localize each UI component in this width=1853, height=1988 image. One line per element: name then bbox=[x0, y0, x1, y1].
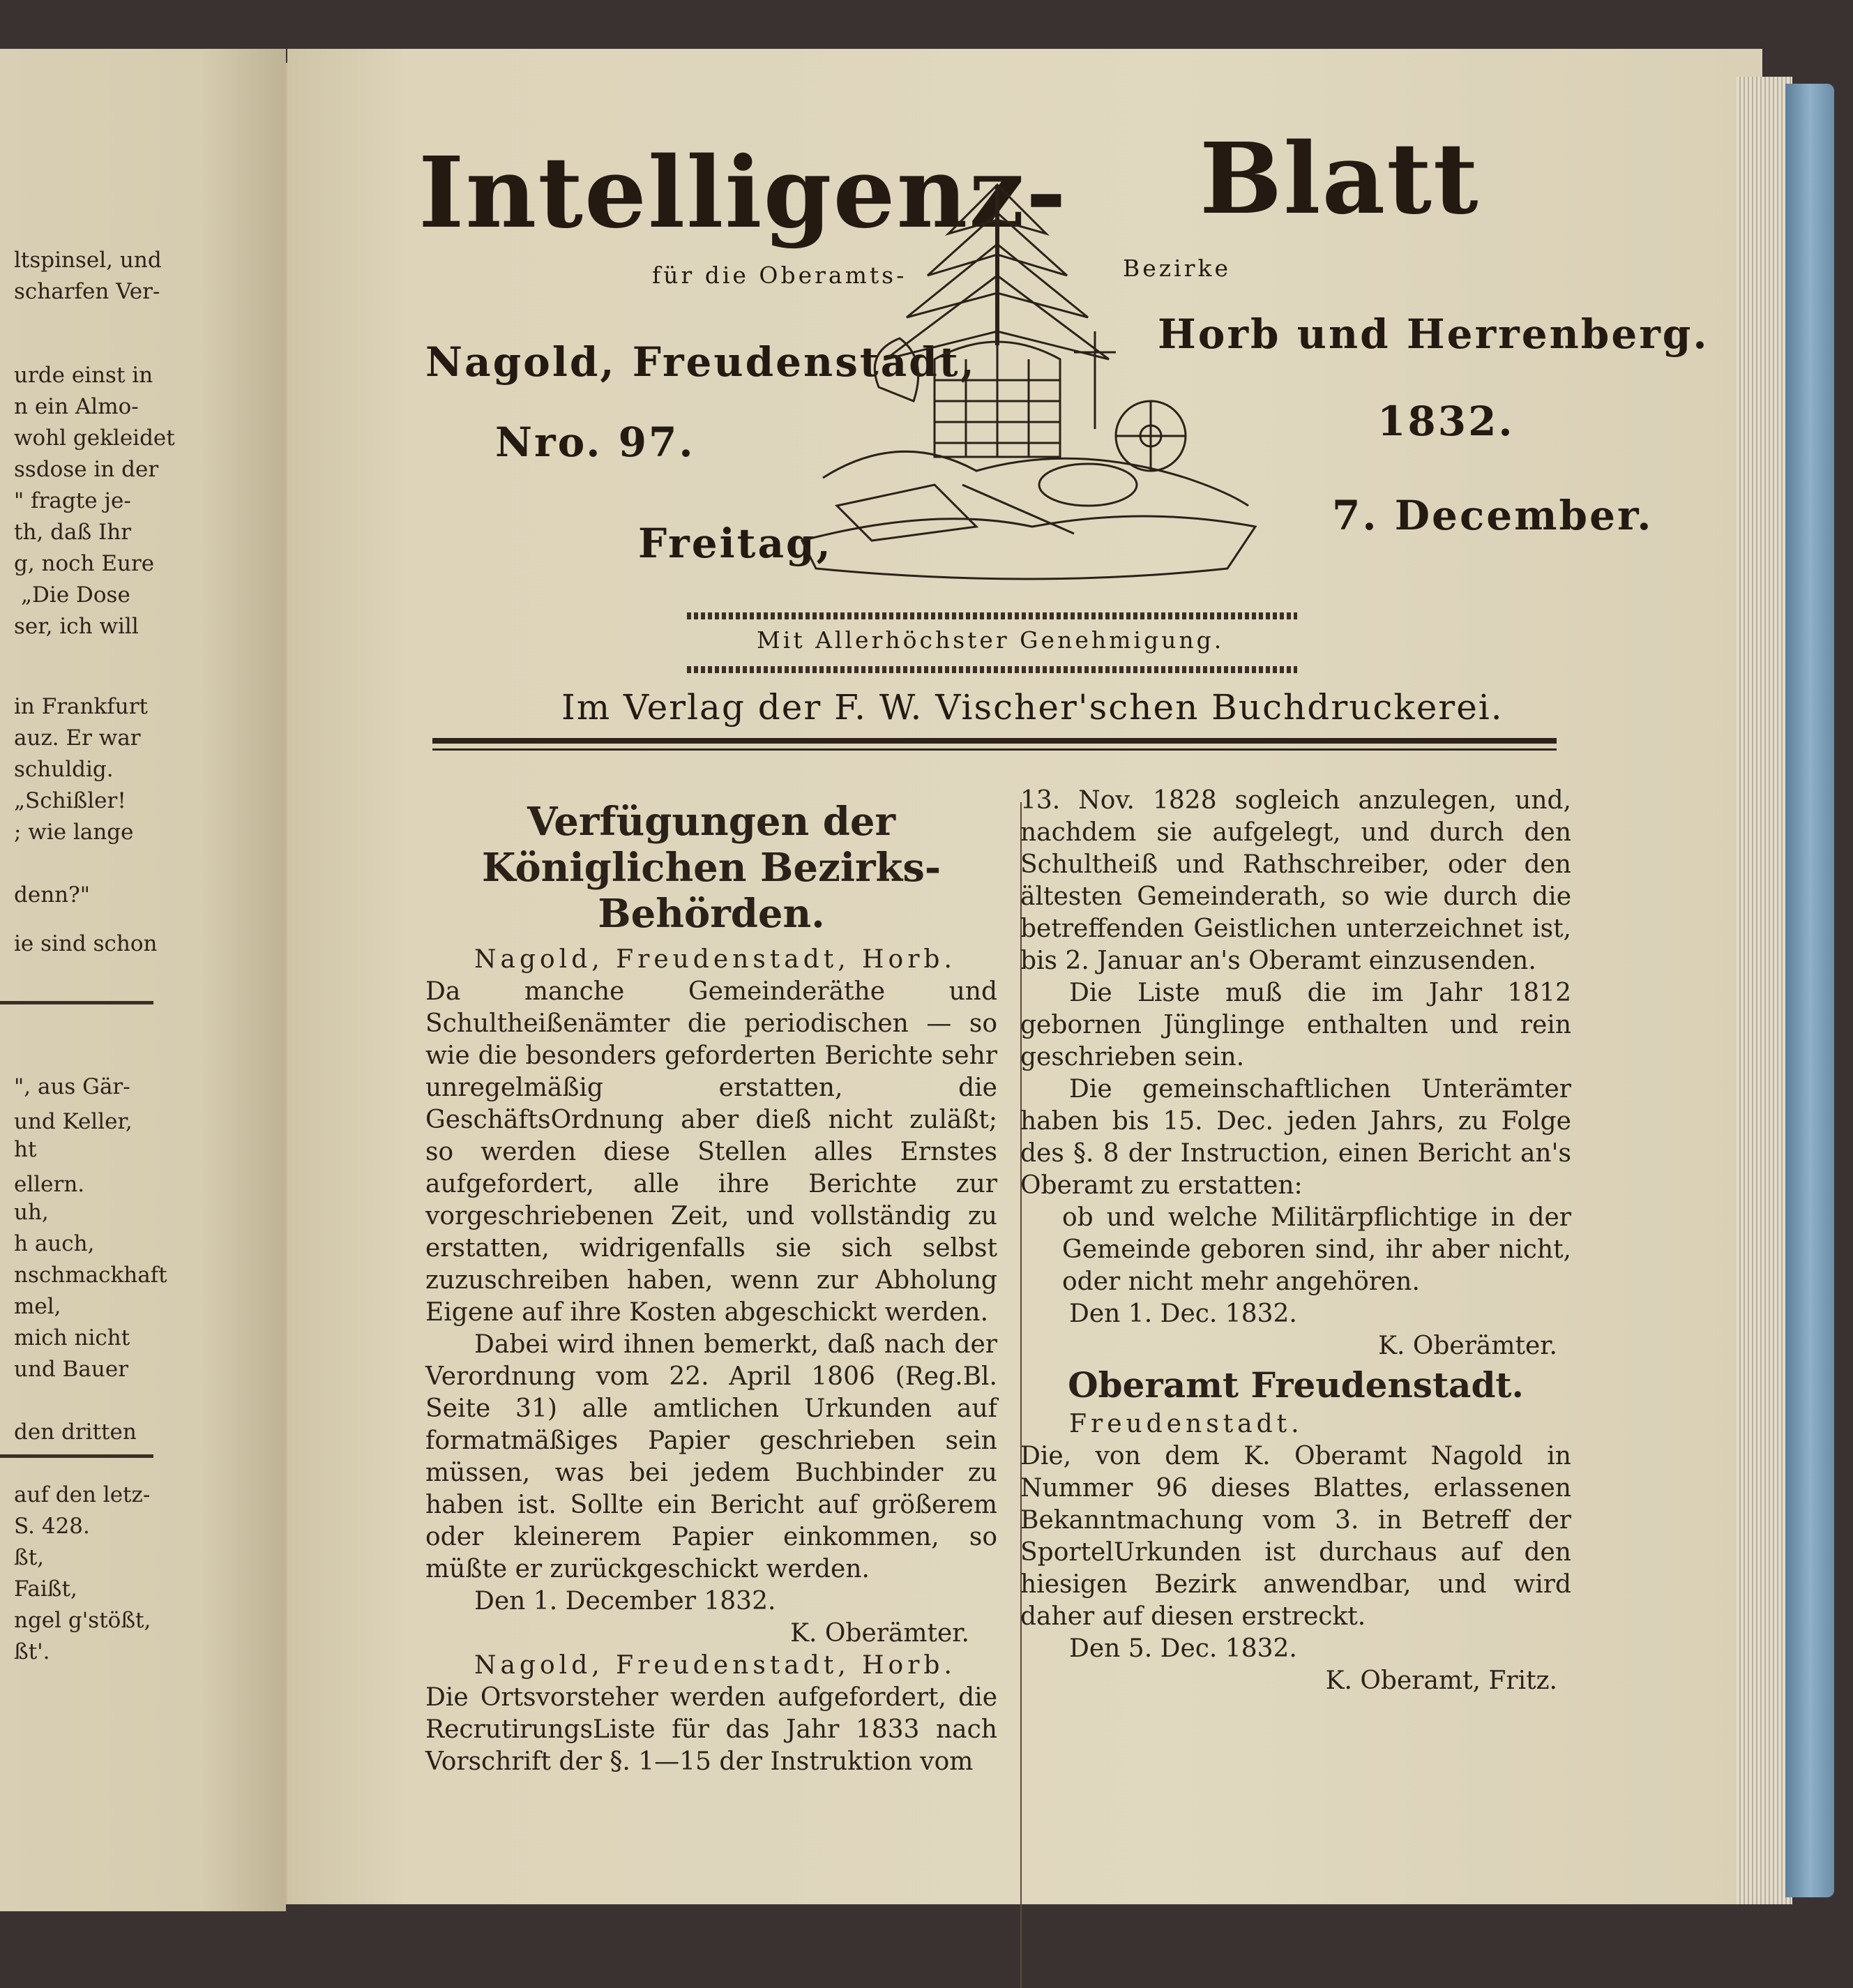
masthead-subtitle-right: Bezirke bbox=[1123, 255, 1232, 282]
book-cover-edge bbox=[1785, 84, 1834, 1897]
publisher-line: Im Verlag der F. W. Vischer'schen Buchdruckerei. bbox=[561, 687, 1504, 728]
left-page-text-line: ser, ich will bbox=[14, 614, 139, 639]
left-page-text-line: auf den letz- bbox=[14, 1482, 151, 1507]
notice-3-body: Die, von dem K. Oberamt Nagold in Nummer 96 dieses Blattes, erlassenen Bekanntmachung vom 3. in Betreff der SportelUrkunden ist durchaus auf den hiesigen Bezirk anwendbar, und wird daher auf diesen erstreckt. bbox=[1020, 1442, 1571, 1631]
notice-2-place: Nagold, Freudenstadt, Horb. bbox=[474, 1651, 956, 1680]
left-page-text-line: S. 428. bbox=[14, 1514, 90, 1539]
notice-3-place: Freudenstadt. bbox=[1069, 1410, 1303, 1438]
notice-2-continuation: 13. Nov. 1828 sogleich anzulegen, und, nachdem sie aufgelegt, und durch den Schultheiß und Rathschreiber, oder den ältesten Gemeinderath, so wie durch die betreffenden Geistlichen unterzeichnet ist, bis 2. Januar an's Oberamt einzusenden. bbox=[1020, 786, 1571, 975]
left-page-text-line: auz. Er war bbox=[14, 725, 141, 751]
left-page-text-line: ngel g'stößt, bbox=[14, 1608, 151, 1633]
notice-1-signature: K. Oberämter. bbox=[790, 1619, 969, 1648]
masthead-districts-left: Nagold, Freudenstadt, bbox=[425, 338, 976, 386]
notice-2-list-requirement: Die Liste muß die im Jahr 1812 gebornen Jünglinge enthalten und rein geschrieben sein. bbox=[1020, 979, 1571, 1071]
notice-1-place: Nagold, Freudenstadt, Horb. bbox=[474, 945, 956, 974]
notice-1-body-2: Dabei wird ihnen bemerkt, daß nach der Verordnung vom 22. April 1806 (Reg.Bl. Seite 31) alle amtlichen Urkunden auf formatmäßiges Papier geschrieben sein müssen, was bei jedem Buchbinder zu haben ist. Sollte ein Bericht auf größerem oder kleinerem Papier einkommen, so müßte er zurückgeschickt werden. bbox=[425, 1330, 997, 1583]
left-page-text-line: g, noch Eure bbox=[14, 551, 155, 576]
left-page-text-line: ht bbox=[14, 1137, 37, 1162]
left-page-text-line: mel, bbox=[14, 1294, 61, 1319]
left-page-text-line: th, daß Ihr bbox=[14, 520, 132, 545]
column-right bbox=[1020, 785, 1578, 1697]
left-page-text-line: denn?" bbox=[14, 882, 90, 908]
heavy-rule bbox=[432, 738, 1557, 744]
left-page-text-line: ßt, bbox=[14, 1545, 45, 1570]
notice-2-date: Den 1. Dec. 1832. bbox=[1069, 1300, 1297, 1328]
issue-number: Nro. 97. bbox=[495, 419, 695, 466]
privilege-notice: Mit Allerhöchster Genehmigung. bbox=[757, 626, 1225, 654]
notice-3-signature: K. Oberamt, Fritz. bbox=[1325, 1666, 1557, 1695]
left-page-text-line: Faißt, bbox=[14, 1576, 77, 1602]
masthead-vignette-illustration bbox=[795, 178, 1269, 596]
masthead-subtitle-left: für die Oberamts- bbox=[652, 262, 907, 289]
left-page-text-line: nschmackhaft bbox=[14, 1263, 167, 1288]
left-page-text-line: urde einst in bbox=[14, 363, 153, 388]
left-page-text-line: ; wie lange bbox=[14, 820, 134, 845]
section-heading-oberamt-freudenstadt: Oberamt Freudenstadt. bbox=[1068, 1364, 1524, 1406]
left-page-text-line: und Keller, bbox=[14, 1109, 133, 1134]
left-page-text-line: scharfen Ver- bbox=[14, 279, 160, 304]
left-page-text-line: ellern. bbox=[14, 1172, 85, 1197]
notice-2-unteraemter: Die gemeinschaftlichen Unterämter haben bis 15. Dec. jeden Jahrs, zu Folge des §. 8 der Instruction, einen Bericht an's Oberamt zu erstatten: bbox=[1020, 1075, 1571, 1200]
left-page bbox=[0, 49, 286, 1911]
issue-year: 1832. bbox=[1377, 398, 1515, 445]
left-page-rule bbox=[0, 1454, 153, 1458]
left-page-text-line: uh, bbox=[14, 1200, 49, 1225]
left-page-text-line: den dritten bbox=[14, 1420, 137, 1445]
left-page-rule bbox=[0, 1001, 153, 1004]
left-page-text-line: mich nicht bbox=[14, 1325, 130, 1350]
section-heading-bezirks-behoerden: Verfügungen der Königlichen Bezirks-Behörden. bbox=[481, 799, 941, 937]
left-page-text-line: ltspinsel, und bbox=[14, 248, 162, 273]
issue-date: 7. December. bbox=[1332, 492, 1654, 539]
notice-1-date: Den 1. December 1832. bbox=[474, 1587, 776, 1616]
left-page-text-line: ", aus Gär- bbox=[14, 1074, 130, 1099]
left-page-text-line: ssdose in der bbox=[14, 457, 159, 482]
ornamental-rule-bottom bbox=[687, 666, 1297, 673]
left-page-text-line: in Frankfurt bbox=[14, 694, 149, 719]
left-page-text-line: h auch, bbox=[14, 1231, 95, 1256]
left-page-text-line: " fragte je- bbox=[14, 488, 131, 513]
left-page-text-line: ßt'. bbox=[14, 1639, 50, 1664]
page-edges bbox=[1737, 77, 1792, 1904]
left-page-text-line: wohl gekleidet bbox=[14, 426, 175, 451]
masthead-title-left: Intelligenz- bbox=[418, 136, 1068, 250]
left-page-text-line: ie sind schon bbox=[14, 931, 158, 956]
left-page-text-line: schuldig. bbox=[14, 757, 114, 782]
left-page-text-line: „Die Dose bbox=[21, 582, 130, 608]
column-left bbox=[425, 799, 997, 1778]
left-page-text-line: und Bauer bbox=[14, 1357, 129, 1382]
masthead-title-right: Blatt bbox=[1200, 122, 1480, 236]
ornamental-rule-top bbox=[687, 612, 1297, 619]
notice-2-signature: K. Oberämter. bbox=[1378, 1332, 1557, 1360]
issue-weekday: Freitag, bbox=[638, 520, 833, 567]
notice-2-militaer-question: ob und welche Militärpflichtige in der Gemeinde geboren sind, ihr aber nicht, oder nicht mehr angehören. bbox=[1062, 1203, 1571, 1296]
notice-3-date: Den 5. Dec. 1832. bbox=[1069, 1634, 1297, 1663]
masthead-districts-right: Horb und Herrenberg. bbox=[1158, 310, 1709, 358]
notice-1-body: Da manche Gemeinderäthe und Schultheißenämter die periodischen — so wie die besonders geforderten Berichte sehr unregelmäßig erstatten, die GeschäftsOrdnung aber dieß nicht zuläßt; so werden diese Stellen alles Ernstes aufgefordert, alle ihre Berichte zur vorgeschriebenen Zeit, und vollständig zu erstatten, widrigenfalls sie sich selbst zuzuschreiben haben, wenn zur Abholung Eigene auf ihre Kosten abgeschickt werden. bbox=[425, 977, 997, 1327]
notice-2-body: Die Ortsvorsteher werden aufgefordert, die RecrutirungsListe für das Jahr 1833 nach Vorschrift der §. 1—15 der Instruktion vom bbox=[425, 1683, 997, 1776]
left-page-text-line: n ein Almo- bbox=[14, 394, 139, 419]
thin-rule bbox=[432, 748, 1557, 751]
left-page-text-line: „Schißler! bbox=[14, 788, 126, 813]
